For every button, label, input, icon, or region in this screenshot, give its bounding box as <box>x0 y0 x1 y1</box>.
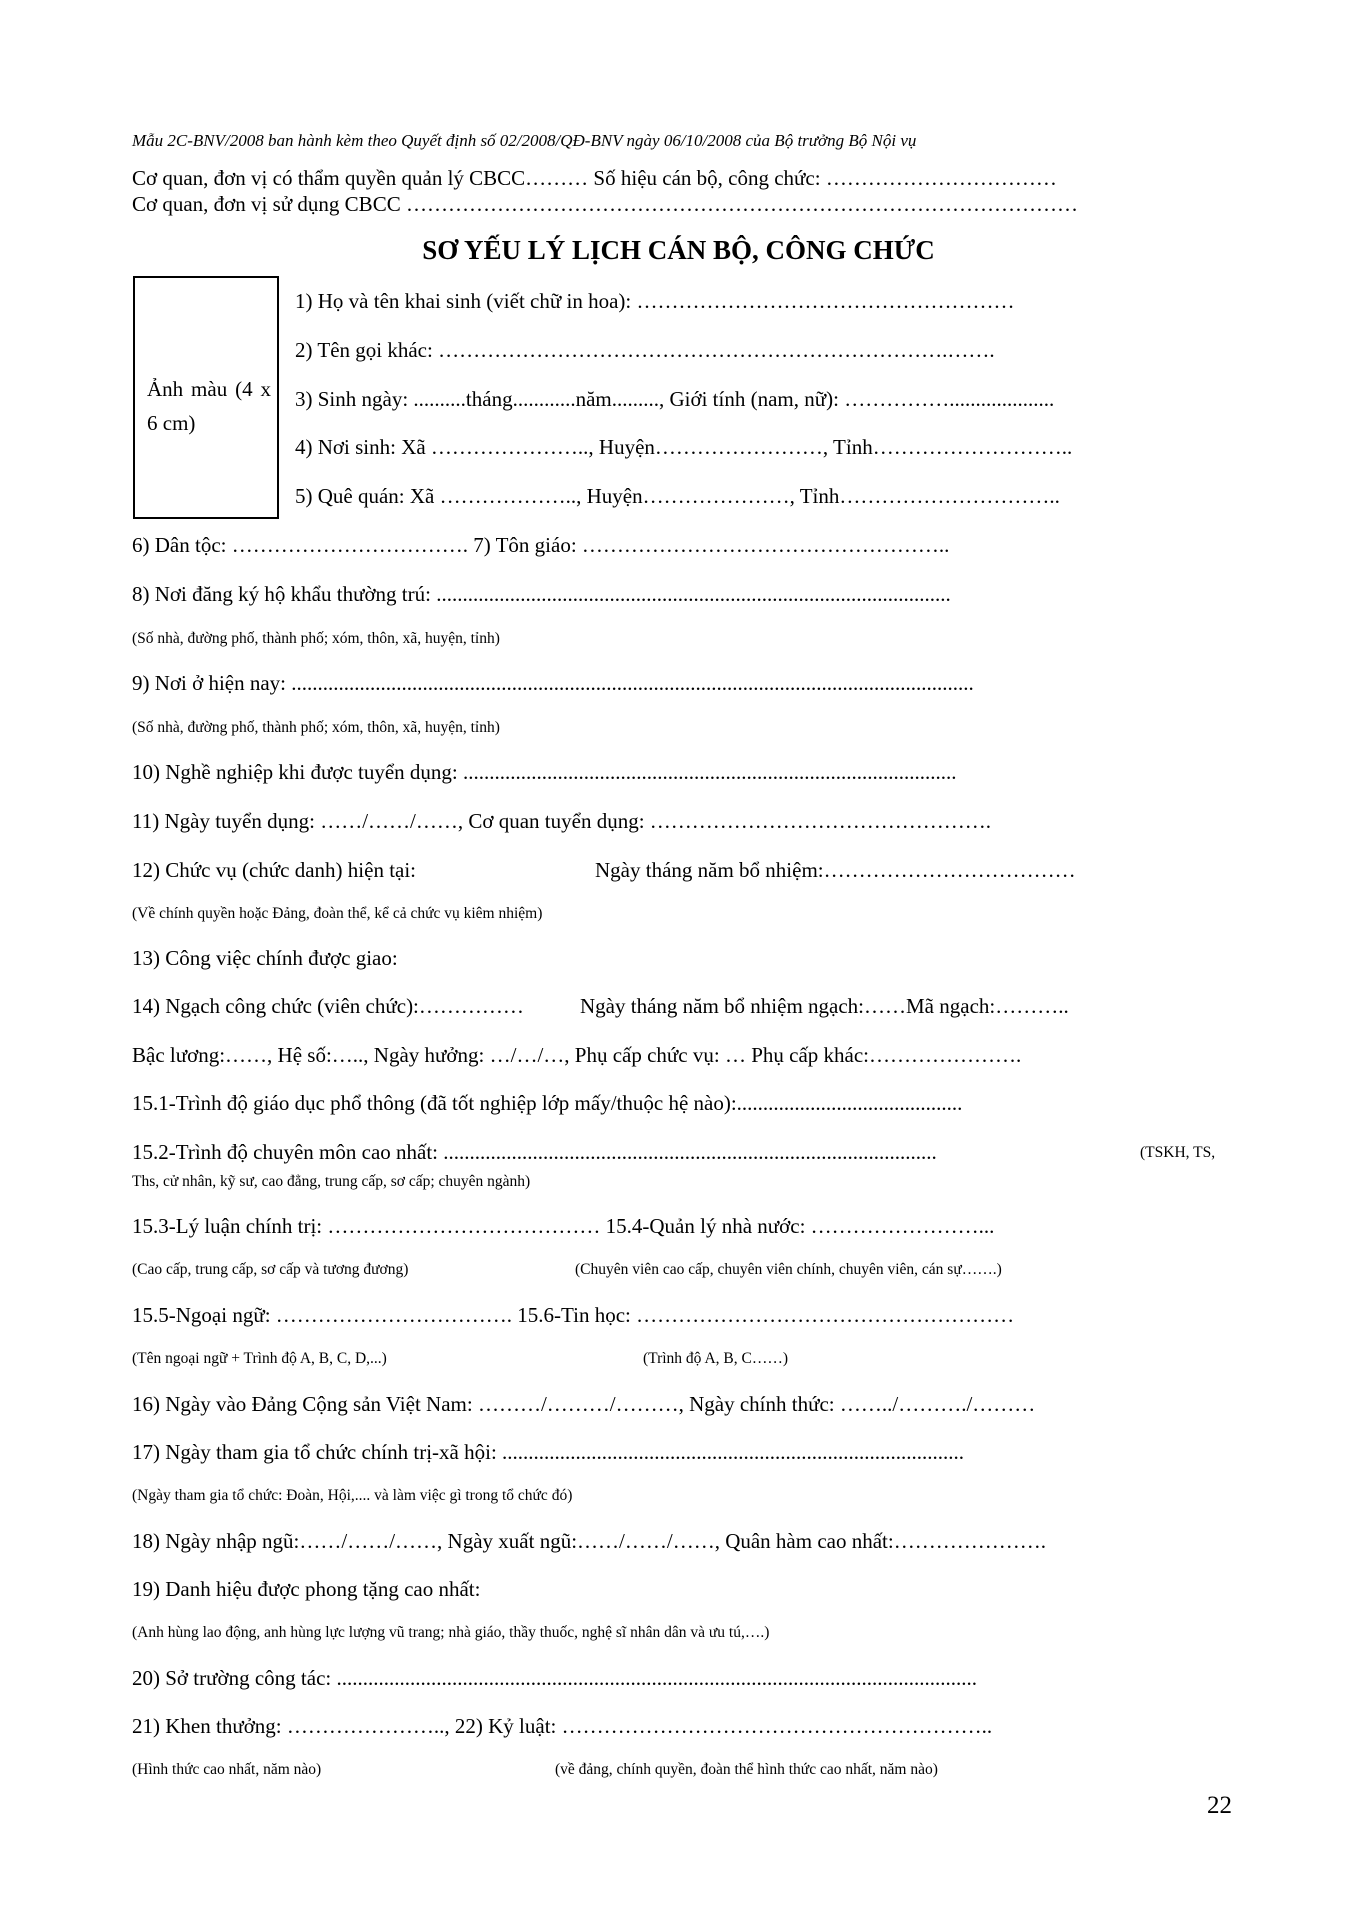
field-work-strengths: 20) Sở trường công tác: .......................................................................................................................... <box>132 1666 977 1690</box>
field-general-education: 15.1-Trình độ giáo dục phổ thông (đã tốt nghiệp lớp mấy/thuộc hệ nào):........................................... <box>132 1091 963 1115</box>
field-current-position: 12) Chức vụ (chức danh) hiện tại: <box>132 858 417 882</box>
note-discipline: (về đảng, chính quyền, đoàn thể hình thức cao nhất, năm nào) <box>555 1761 938 1778</box>
field-full-name: 1) Họ và tên khai sinh (viết chữ in hoa): ……………………………………………… <box>295 289 1015 313</box>
field-rank-appointment: Ngày tháng năm bổ nhiệm ngạch:……Mã ngạch:……….. <box>580 994 1069 1018</box>
field-main-duties: 13) Công việc chính được giao: <box>132 946 398 970</box>
note-language: (Tên ngoại ngữ + Trình độ A, B, C, D,...) <box>132 1350 387 1367</box>
field-professional-level: 15.2-Trình độ chuyên môn cao nhất: .............................................................................................. <box>132 1140 937 1164</box>
page-number: 22 <box>1207 1792 1232 1819</box>
managing-agency-line: Cơ quan, đơn vị có thẩm quyền quản lý CBCC……… Số hiệu cán bộ, công chức: …………………………… <box>132 166 1057 190</box>
note-it-level: (Trình độ A, B, C……) <box>643 1350 788 1367</box>
note-permanent-residence: (Số nhà, đường phố, thành phố; xóm, thôn, xã, huyện, tỉnh) <box>132 630 500 647</box>
field-hometown: 5) Quê quán: Xã ……………….., Huyện…………………, Tỉnh………………………….. <box>295 484 1060 508</box>
field-military-service: 18) Ngày nhập ngũ:……/……/……, Ngày xuất ngũ:……/……/……, Quân hàm cao nhất:…………………. <box>132 1529 1046 1553</box>
field-permanent-residence: 8) Nơi đăng ký hộ khẩu thường trú: .................................................................................................. <box>132 582 951 606</box>
using-agency-line: Cơ quan, đơn vị sử dụng CBCC …………………………………………………………………………………… <box>132 192 1078 216</box>
field-civil-rank: 14) Ngạch công chức (viên chức):…………… <box>132 994 524 1018</box>
field-current-residence: 9) Nơi ở hiện nay: .................................................................................................................................. <box>132 671 974 695</box>
field-birth-place: 4) Nơi sinh: Xã ………………….., Huyện……………………, Tỉnh……………………….. <box>295 435 1073 459</box>
note-rewards: (Hình thức cao nhất, năm nào) <box>132 1761 322 1778</box>
note-professional-level-b: Ths, cử nhân, kỹ sư, cao đẳng, trung cấp, sơ cấp; chuyên ngành) <box>132 1173 531 1190</box>
note-highest-title: (Anh hùng lao động, anh hùng lực lượng vũ trang; nhà giáo, thầy thuốc, nghệ sĩ nhân dân và ưu tú,….) <box>132 1624 770 1641</box>
photo-box-label: Ảnh màu (4 x 6 cm) <box>147 377 271 435</box>
field-party-date: 16) Ngày vào Đảng Cộng sản Việt Nam: ………/………/………, Ngày chính thức: ……../………./……… <box>132 1392 1036 1416</box>
field-other-name: 2) Tên gọi khác: ……………………………………………………………….……. <box>295 338 995 362</box>
field-salary: Bậc lương:……, Hệ số:….., Ngày hưởng: …/…/…, Phụ cấp chức vụ: … Phụ cấp khác:…………………. <box>132 1043 1022 1067</box>
form-reference-note: Mẫu 2C-BNV/2008 ban hành kèm theo Quyết định số 02/2008/QĐ-BNV ngày 06/10/2008 của Bộ trưởng Bộ Nội vụ <box>132 131 917 150</box>
photo-box <box>133 276 279 519</box>
note-professional-level-a: (TSKH, TS, <box>1140 1144 1216 1161</box>
field-socio-political-org: 17) Ngày tham gia tổ chức chính trị-xã hội: ........................................................................................ <box>132 1440 965 1464</box>
note-socio-political-org: (Ngày tham gia tổ chức: Đoàn, Hội,.... và làm việc gì trong tổ chức đó) <box>132 1487 573 1504</box>
note-state-management: (Chuyên viên cao cấp, chuyên viên chính, chuyên viên, cán sự…….) <box>575 1261 1002 1278</box>
field-political-theory: 15.3-Lý luận chính trị: ………………………………… 15.4-Quản lý nhà nước: ……………………... <box>132 1214 995 1238</box>
field-occupation: 10) Nghề nghiệp khi được tuyển dụng: .............................................................................................. <box>132 760 957 784</box>
document-title: SƠ YẾU LÝ LỊCH CÁN BỘ, CÔNG CHỨC <box>422 235 935 265</box>
field-language-it: 15.5-Ngoại ngữ: ……………………………. 15.6-Tin học: ……………………………………………… <box>132 1303 1015 1327</box>
field-highest-title: 19) Danh hiệu được phong tặng cao nhất: <box>132 1577 481 1601</box>
field-recruitment: 11) Ngày tuyển dụng: ……/……/……, Cơ quan tuyển dụng: …………………………………………. <box>132 809 992 833</box>
field-appointment-date: Ngày tháng năm bổ nhiệm:……………………………… <box>595 858 1076 882</box>
note-current-position: (Về chính quyền hoặc Đảng, đoàn thể, kể cả chức vụ kiêm nhiệm) <box>132 905 543 922</box>
field-ethnicity-religion: 6) Dân tộc: ……………………………. 7) Tôn giáo: …………………………………………….. <box>132 533 950 557</box>
note-current-residence: (Số nhà, đường phố, thành phố; xóm, thôn, xã, huyện, tỉnh) <box>132 719 500 736</box>
note-political-theory: (Cao cấp, trung cấp, sơ cấp và tương đương) <box>132 1261 409 1278</box>
field-rewards-discipline: 21) Khen thưởng: ………………….., 22) Kỷ luật: …………………………………………………….. <box>132 1714 993 1738</box>
field-birth-date: 3) Sinh ngày: ..........tháng............năm........., Giới tính (nam, nữ): …………….................... <box>295 387 1055 411</box>
